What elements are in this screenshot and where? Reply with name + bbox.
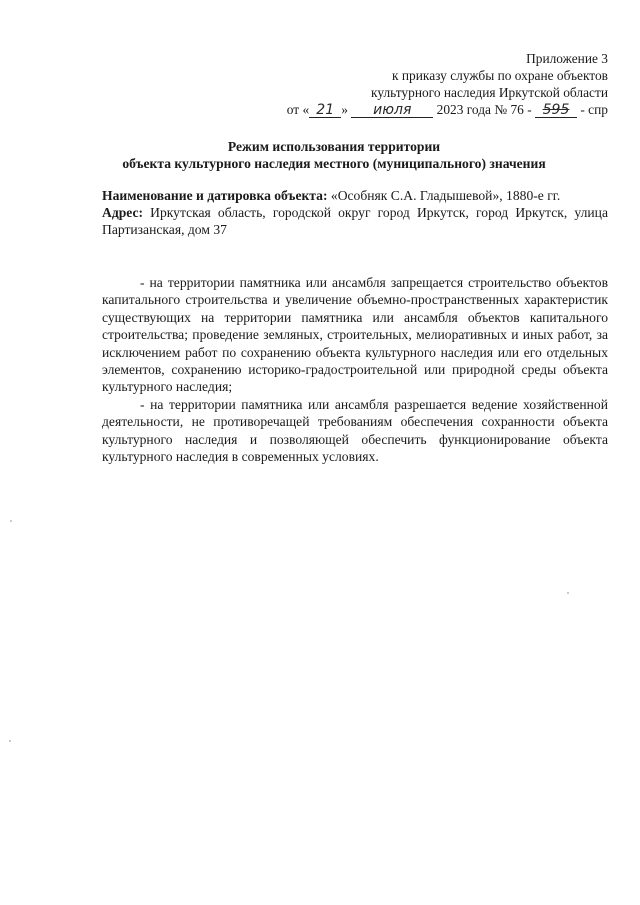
appendix-number: Приложение 3 — [526, 51, 608, 66]
object-address-label: Адрес: — [102, 205, 144, 220]
order-year-number: 2023 года № 76 - — [436, 102, 532, 117]
title-line-1: Режим использования территории — [227, 139, 441, 154]
object-name — [102, 187, 608, 204]
order-suffix: - спр — [580, 102, 608, 117]
rule-prohibitions: - на территории памятника или ансамбля запрещается строительство объектов капитального строительства и увеличение объемно-пространственных характеристик существующих на территории памятника или ансамбля объектов капитального строительства; проведение земляных, строительных, мелиоративных и иных работ, за исключением работ по сохранению объекта культурного наследия или его отдельных элементов, сохранению историко-градостроительной или природной среды объекта культурного наследия; — [102, 275, 608, 395]
date-prefix: от « — [286, 102, 310, 117]
scan-speck — [9, 740, 11, 742]
handwritten-month: июля — [351, 103, 433, 118]
object-address-value: Иркутская область, городской округ город Иркутск, город Иркутск, улица Партизанская, дом 37 — [102, 205, 608, 237]
issuing-authority: культурного наследия Иркутской области — [371, 85, 608, 100]
handwritten-order-number: 595 — [535, 103, 577, 118]
regime-rules — [102, 274, 608, 465]
object-name-label: Наименование и датировка объекта: — [102, 188, 328, 203]
scan-speck — [10, 520, 12, 522]
object-info — [102, 187, 608, 238]
object-name-value: «Особняк С.А. Гладышевой», 1880-е гг. — [330, 188, 561, 203]
rule-permissions: - на территории памятника или ансамбля разрешается ведение хозяйственной деятельности, не противоречащей требованиям обеспечения сохранности объекта культурного наследия и позволяющей обеспечить функционирование объекта культурного наследия в современных условиях. — [102, 396, 608, 465]
document-title — [60, 138, 608, 172]
title-line-2: объекта культурного наследия местного (муниципального) значения — [122, 156, 546, 171]
handwritten-day: 21 — [309, 103, 341, 118]
object-address — [102, 204, 608, 238]
date-mid: » — [341, 102, 348, 117]
appendix-header — [287, 50, 608, 118]
scan-speck — [567, 592, 569, 594]
order-reference: к приказу службы по охране объектов — [392, 68, 608, 83]
order-date-line — [287, 101, 608, 118]
